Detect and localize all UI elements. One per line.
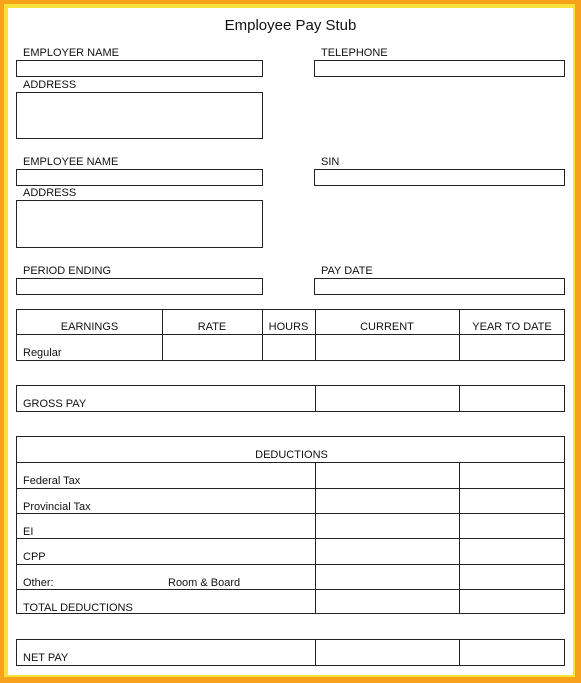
telephone-label: TELEPHONE (321, 47, 388, 59)
current-header: CURRENT (360, 321, 414, 333)
provincial-tax-label: Provincial Tax (23, 501, 91, 513)
earnings-header: EARNINGS (60, 321, 119, 333)
pay-date-label: PAY DATE (321, 265, 373, 277)
gross-pay-row (16, 385, 565, 412)
total-deductions-label: TOTAL DEDUCTIONS (23, 602, 133, 614)
deductions-table (16, 436, 565, 614)
regular-row-label: Regular (23, 347, 62, 359)
telephone-field[interactable] (314, 60, 565, 77)
federal-tax-label: Federal Tax (23, 475, 81, 487)
employer-name-field[interactable] (16, 60, 263, 77)
deductions-header: DEDUCTIONS (255, 449, 328, 461)
employer-name-label: EMPLOYER NAME (23, 47, 119, 59)
page-title: Employee Pay Stub (224, 17, 357, 34)
ei-label: EI (23, 526, 34, 538)
sin-label: SIN (321, 156, 340, 168)
employer-address-field[interactable] (16, 92, 263, 139)
gross-pay-label: GROSS PAY (23, 398, 87, 410)
period-ending-label: PERIOD ENDING (23, 265, 112, 277)
year-to-date-header: YEAR TO DATE (472, 321, 552, 333)
sin-field[interactable] (314, 169, 565, 186)
net-pay-label: NET PAY (23, 652, 69, 664)
employee-name-field[interactable] (16, 169, 263, 186)
other-label: Other: (23, 577, 54, 589)
net-pay-row (16, 639, 565, 666)
employee-address-field[interactable] (16, 200, 263, 248)
employee-name-label: EMPLOYEE NAME (23, 156, 119, 168)
employee-address-label: ADDRESS (23, 187, 77, 199)
pay-stub-form (8, 8, 573, 675)
other-value: Room & Board (168, 577, 241, 589)
cpp-label: CPP (23, 551, 46, 563)
pay-date-field[interactable] (314, 278, 565, 295)
period-ending-field[interactable] (16, 278, 263, 295)
employer-address-label: ADDRESS (23, 79, 77, 91)
rate-header: RATE (197, 321, 227, 333)
earnings-table (16, 309, 565, 361)
hours-header: HOURS (268, 321, 309, 333)
